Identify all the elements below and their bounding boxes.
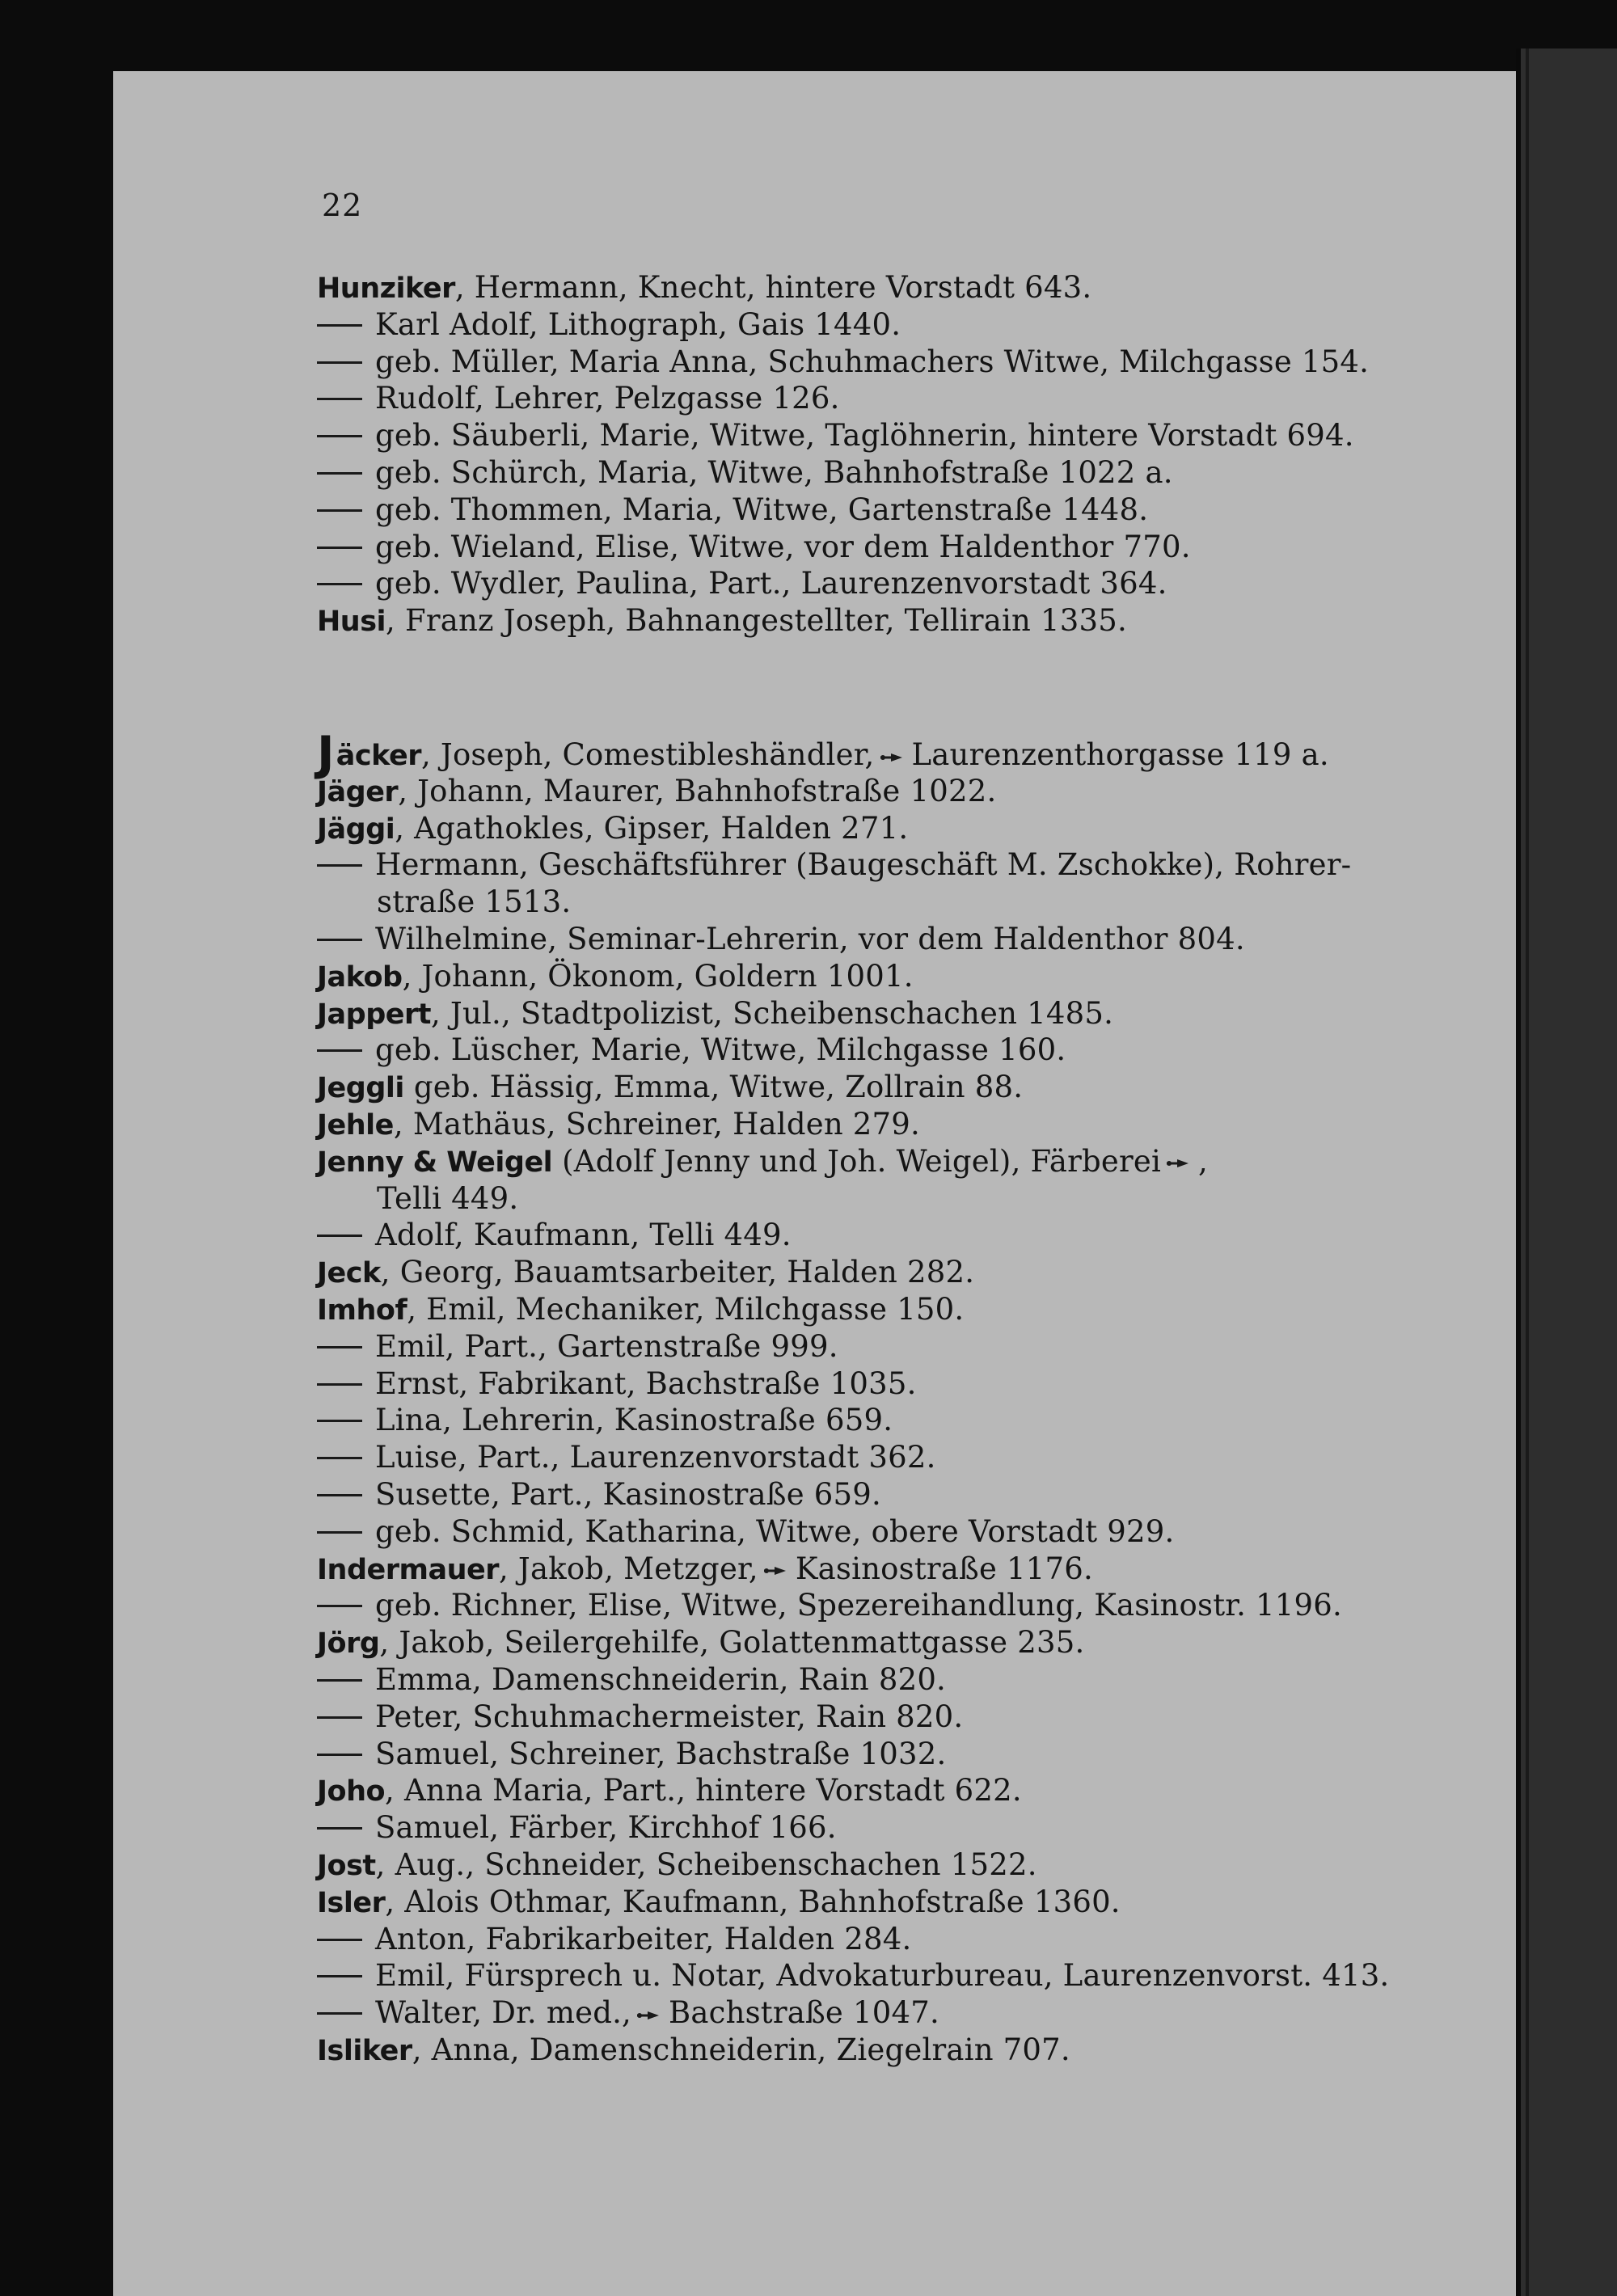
- list-item: [317, 1513, 1425, 1551]
- dash-mark: [317, 864, 362, 867]
- entry-text: geb. Lüscher, Marie, Witwe, Milchgasse 160.: [375, 1032, 1066, 1068]
- dash-mark: [317, 324, 362, 327]
- dash-mark: [317, 1754, 362, 1756]
- list-item: [317, 810, 1425, 847]
- entry-name: Jörg: [317, 1627, 380, 1661]
- entry-text: , Mathäus, Schreiner, Halden 279.: [393, 1106, 920, 1142]
- entry-name: Jäggi: [317, 812, 395, 846]
- list-item: [317, 1217, 1425, 1254]
- telephone-icon: [1166, 1159, 1190, 1168]
- entry-text: Telli 449.: [377, 1180, 519, 1216]
- entry-text: Susette, Part., Kasinostraße 659.: [375, 1476, 881, 1512]
- list-item: [317, 1661, 1425, 1699]
- entry-text: , Agathokles, Gipser, Halden 271.: [395, 810, 909, 846]
- dash-mark: [317, 361, 362, 364]
- entry-text: , Anna, Damenschneiderin, Ziegelrain 707.: [412, 2032, 1070, 2067]
- list-item-continuation: [317, 884, 1425, 921]
- dash-mark: [317, 435, 362, 437]
- dash-mark: [317, 1346, 362, 1348]
- list-item: [317, 1736, 1425, 1773]
- list-item: [317, 958, 1425, 995]
- dash-mark: [317, 1049, 362, 1052]
- entry-text: Peter, Schuhmachermeister, Rain 820.: [375, 1699, 964, 1734]
- list-item: [317, 1994, 1425, 2032]
- dash-mark: [317, 1457, 362, 1459]
- list-item: [317, 1809, 1425, 1847]
- entry-text: Emma, Damenschneiderin, Rain 820.: [375, 1661, 947, 1697]
- entry-text: ,: [1198, 1143, 1208, 1179]
- list-item: [317, 995, 1425, 1032]
- list-item: [317, 1069, 1425, 1106]
- list-item: [317, 1143, 1425, 1180]
- entry-text: geb. Müller, Maria Anna, Schuhmachers Witwe, Milchgasse 154.: [375, 344, 1370, 379]
- entry-text: Rudolf, Lehrer, Pelzgasse 126.: [375, 381, 840, 416]
- list-item: [317, 1328, 1425, 1365]
- list-item: [317, 306, 1425, 344]
- entry-text: , Johann, Maurer, Bahnhofstraße 1022.: [398, 773, 997, 808]
- entry-text: Emil, Fürsprech u. Notar, Advokaturbureau, Laurenzenvorst. 413.: [375, 1958, 1390, 1994]
- entry-text: , Jakob, Metzger,: [499, 1551, 758, 1586]
- dash-mark: [317, 1827, 362, 1830]
- dash-mark: [317, 1531, 362, 1534]
- dash-mark: [317, 2012, 362, 2015]
- entry-text: Ernst, Fabrikant, Bachstraße 1035.: [375, 1365, 917, 1401]
- dash-mark: [317, 1975, 362, 1977]
- dash-mark: [317, 1235, 362, 1237]
- dash-mark: [317, 1939, 362, 1941]
- entry-name: Jappert: [317, 998, 431, 1031]
- list-item: [317, 1884, 1425, 1921]
- list-item: [317, 1291, 1425, 1328]
- page-number: 22: [322, 188, 363, 223]
- entry-text: , Emil, Mechaniker, Milchgasse 150.: [407, 1291, 965, 1327]
- list-item: [317, 1032, 1425, 1069]
- dash-mark: [317, 1679, 362, 1682]
- entry-text: Bachstraße 1047.: [669, 1995, 939, 2031]
- list-item: [317, 344, 1425, 381]
- entry-text: Samuel, Färber, Kirchhof 166.: [375, 1810, 837, 1846]
- directory-section-j: [317, 726, 1425, 2069]
- entry-name: Jeggli: [317, 1072, 404, 1105]
- entry-name: Joho: [317, 1775, 386, 1809]
- list-item: [317, 529, 1425, 566]
- entry-name: Jehle: [317, 1108, 394, 1142]
- entry-text: , Georg, Bauamtsarbeiter, Halden 282.: [380, 1255, 975, 1290]
- entry-name: Jost: [317, 1849, 376, 1882]
- page-edge-line: [1526, 49, 1529, 2296]
- list-item: [317, 1957, 1425, 1994]
- list-item: [317, 1847, 1425, 1884]
- list-item: [317, 846, 1425, 884]
- entry-text: straße 1513.: [377, 884, 572, 920]
- list-item: [317, 417, 1425, 454]
- entry-text: geb. Thommen, Maria, Witwe, Gartenstraße 1448.: [375, 492, 1149, 527]
- list-item: [317, 565, 1425, 602]
- entry-text: , Hermann, Knecht, hintere Vorstadt 643.: [454, 270, 1092, 305]
- dash-mark: [317, 1716, 362, 1719]
- telephone-icon: [636, 2011, 661, 2020]
- entry-text: , Alois Othmar, Kaufmann, Bahnhofstraße 1360.: [385, 1884, 1121, 1919]
- list-item: [317, 1254, 1425, 1291]
- section-initial: J: [317, 726, 335, 781]
- list-item: [317, 1365, 1425, 1403]
- entry-text: , Aug., Schneider, Scheibenschachen 1522.: [375, 1847, 1037, 1882]
- page-edge-shadow: [1516, 49, 1521, 2296]
- list-item: [317, 2032, 1425, 2069]
- list-item: [317, 454, 1425, 492]
- entry-text: geb. Schürch, Maria, Witwe, Bahnhofstraße 1022 a.: [375, 454, 1173, 490]
- list-item: [317, 1772, 1425, 1809]
- entry-text: Hermann, Geschäftsführer (Baugeschäft M. Zschokke), Rohrer-: [375, 847, 1352, 883]
- entry-text: Kasinostraße 1176.: [795, 1551, 1093, 1586]
- telephone-icon: [880, 753, 904, 762]
- list-item: [317, 269, 1425, 306]
- entry-text: , Jakob, Seilergehilfe, Golattenmattgasse 235.: [379, 1625, 1085, 1661]
- dash-mark: [317, 939, 362, 941]
- entry-name: äcker: [336, 740, 421, 772]
- entry-name: Husi: [317, 606, 386, 639]
- list-item: [317, 773, 1425, 810]
- list-item-continuation: [317, 1180, 1425, 1218]
- list-item: [317, 1624, 1425, 1661]
- telephone-icon: [763, 1566, 787, 1576]
- dash-mark: [317, 1420, 362, 1422]
- entry-text: Adolf, Kaufmann, Telli 449.: [375, 1218, 792, 1253]
- list-item: [317, 921, 1425, 958]
- list-item: [317, 1587, 1425, 1624]
- dash-mark: [317, 472, 362, 475]
- dash-mark: [317, 509, 362, 512]
- list-item: [317, 1699, 1425, 1736]
- entry-name: Isliker: [317, 2034, 412, 2067]
- list-item: [317, 1921, 1425, 1958]
- entry-name: Jeck: [317, 1257, 381, 1290]
- dash-mark: [317, 1383, 362, 1386]
- entry-text: Karl Adolf, Lithograph, Gais 1440.: [375, 306, 901, 342]
- entry-text: , Jul., Stadtpolizist, Scheibenschachen 1485.: [430, 995, 1114, 1031]
- list-item: [317, 1439, 1425, 1476]
- entry-name: Indermauer: [317, 1553, 499, 1586]
- entry-name: Jäger: [317, 775, 399, 808]
- entry-name: Imhof: [317, 1294, 407, 1327]
- list-item: [317, 1551, 1425, 1588]
- entry-text: , Anna Maria, Part., hintere Vorstadt 622.: [385, 1773, 1022, 1809]
- entry-text: Luise, Part., Laurenzenvorstadt 362.: [375, 1440, 936, 1475]
- dash-mark: [317, 583, 362, 585]
- entry-text: geb. Hässig, Emma, Witwe, Zollrain 88.: [403, 1070, 1024, 1105]
- list-item: [317, 492, 1425, 529]
- book-page-edge: [1516, 49, 1617, 2296]
- list-item: [317, 602, 1425, 639]
- entry-text: Emil, Part., Gartenstraße 999.: [375, 1328, 838, 1364]
- entry-text: geb. Säuberli, Marie, Witwe, Taglöhnerin, hintere Vorstadt 694.: [375, 418, 1354, 454]
- entry-text: (Adolf Jenny und Joh. Weigel), Färberei: [552, 1143, 1161, 1179]
- entry-text: , Franz Joseph, Bahnangestellter, Tellirain 1335.: [386, 603, 1127, 639]
- entry-text: , Johann, Ökonom, Goldern 1001.: [402, 958, 914, 994]
- entry-name: Jakob: [317, 960, 403, 994]
- dash-mark: [317, 547, 362, 549]
- entry-text: Walter, Dr. med.,: [375, 1995, 632, 2031]
- entry-text: Samuel, Schreiner, Bachstraße 1032.: [375, 1736, 947, 1771]
- entry-name: Jenny & Weigel: [317, 1146, 553, 1179]
- entry-text: Anton, Fabrikarbeiter, Halden 284.: [375, 1921, 912, 1956]
- entry-text: , Joseph, Comestibleshändler,: [420, 737, 875, 772]
- dash-mark: [317, 1605, 362, 1607]
- entry-text: Laurenzenthorgasse 119 a.: [911, 737, 1329, 772]
- entry-text: geb. Wieland, Elise, Witwe, vor dem Haldenthor 770.: [375, 529, 1191, 564]
- entry-name: Hunziker: [317, 272, 455, 305]
- list-item: [317, 726, 1425, 781]
- list-item: [317, 1106, 1425, 1143]
- entry-name: Isler: [317, 1886, 386, 1919]
- list-item: [317, 1476, 1425, 1513]
- directory-section-h: [317, 269, 1425, 639]
- entry-text: Wilhelmine, Seminar-Lehrerin, vor dem Haldenthor 804.: [375, 921, 1245, 956]
- entry-text: geb. Richner, Elise, Witwe, Spezereihandlung, Kasinostr. 1196.: [375, 1588, 1342, 1623]
- dash-mark: [317, 1494, 362, 1496]
- dash-mark: [317, 398, 362, 400]
- entry-text: geb. Wydler, Paulina, Part., Laurenzenvorstadt 364.: [375, 566, 1167, 601]
- entry-text: geb. Schmid, Katharina, Witwe, obere Vorstadt 929.: [375, 1513, 1175, 1549]
- list-item: [317, 380, 1425, 417]
- list-item: [317, 1402, 1425, 1439]
- entry-text: Lina, Lehrerin, Kasinostraße 659.: [375, 1403, 893, 1438]
